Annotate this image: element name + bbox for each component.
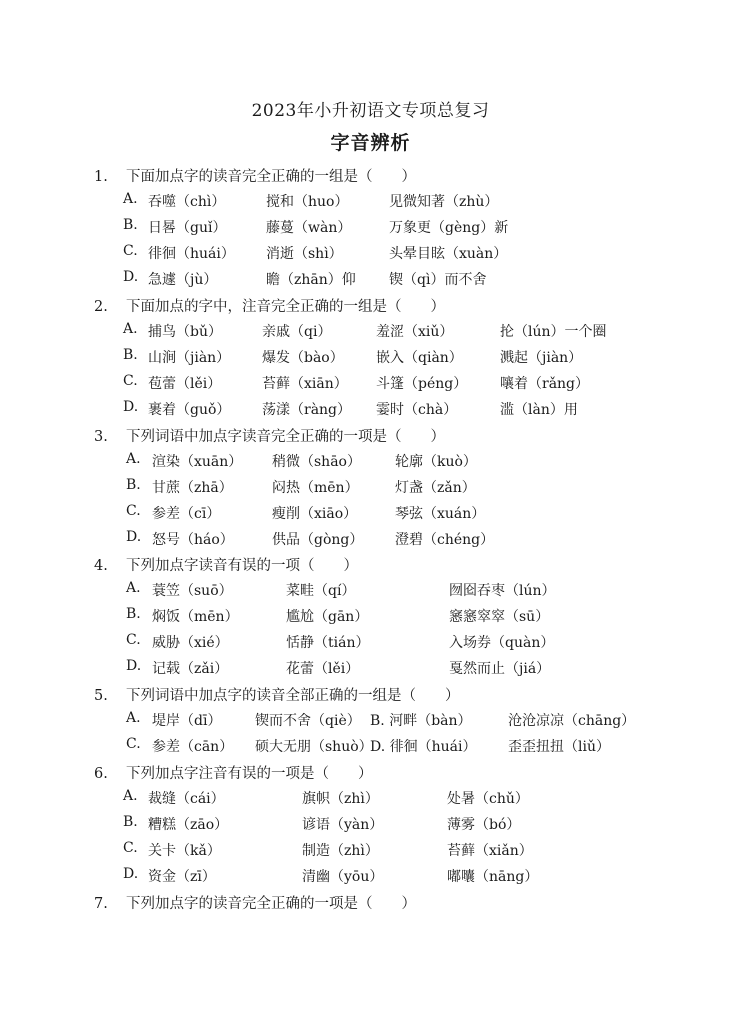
option-item: 谚语（yàn） — [302, 817, 384, 833]
option-item: 处暑（chǔ） — [447, 791, 529, 807]
option-label: C. — [126, 503, 141, 519]
question-stem — [94, 554, 358, 575]
question-number: 4. — [94, 558, 108, 574]
option-label: A. — [123, 191, 138, 207]
option-item: 苔藓（xiǎn） — [447, 843, 533, 859]
document-subtitle: 字音辨析 — [330, 132, 411, 154]
option-label: D. — [123, 399, 139, 415]
option-item: D. 徘徊（huái） — [370, 739, 477, 755]
option-label: B. — [123, 814, 138, 830]
option-item: 锲而不舍（qiè） — [255, 713, 361, 729]
option-item: 苞蕾（lěi） — [148, 376, 222, 392]
option-item: 记载（zǎi） — [152, 661, 229, 677]
question-text: 下列加点字注音有误的一项是（ ） — [126, 766, 373, 782]
option-item: 霎时（chà） — [376, 402, 458, 418]
question-text: 下列加点字的读音完全正确的一项是（ ） — [126, 896, 416, 912]
question-number: 3. — [94, 429, 108, 445]
option-item: 稍微（shāo） — [272, 454, 361, 470]
option-item: 蓑笠（suō） — [152, 583, 233, 599]
option-item: 消逝（shì） — [266, 246, 343, 262]
option-item: 日晷（guǐ） — [148, 220, 227, 236]
option-item: 甘蔗（zhā） — [152, 480, 233, 496]
question-stem — [94, 762, 373, 783]
option-item: 硕大无朋（shuò） — [255, 739, 373, 755]
option-label: A. — [123, 788, 138, 804]
option-item: 尴尬（gān） — [286, 609, 369, 625]
option-item: 裹着（guǒ） — [148, 402, 231, 418]
option-item: 堤岸（dī） — [152, 713, 222, 729]
option-item: 制造（zhì） — [302, 843, 379, 859]
option-item: 闷热（mēn） — [272, 480, 359, 496]
option-item: 嚷着（rǎng） — [500, 376, 590, 392]
document-title: 2023年小升初语文专项总复习 — [251, 101, 490, 121]
option-item: 滥（làn）用 — [500, 402, 578, 418]
option-item: 焖饭（mēn） — [152, 609, 239, 625]
option-label: D. — [123, 866, 139, 882]
question-number: 1. — [94, 169, 108, 185]
option-item: 戛然而止（jiá） — [449, 661, 551, 677]
question-text: 下列加点字读音有误的一项（ ） — [126, 558, 358, 574]
question-number: 2. — [94, 299, 108, 315]
option-item: 怒号（háo） — [152, 532, 234, 548]
option-item: 参差（cān） — [152, 739, 234, 755]
option-item: 澄碧（chéng） — [395, 532, 495, 548]
option-item: 入场券（quàn） — [449, 635, 555, 651]
option-item: 歪歪扭扭（liǔ） — [508, 739, 610, 755]
option-item: 关卡（kǎ） — [148, 843, 221, 859]
option-item: 清幽（yōu） — [302, 869, 384, 885]
option-item: 溅起（jiàn） — [500, 350, 583, 366]
option-item: 供品（gòng） — [272, 532, 364, 548]
option-label: A. — [126, 710, 141, 726]
question-number: 6. — [94, 766, 108, 782]
option-item: 头晕目眩（xuàn） — [389, 246, 508, 262]
question-text: 下面加点字的读音完全正确的一组是（ ） — [126, 169, 416, 185]
option-item: 花蕾（lěi） — [286, 661, 360, 677]
option-item: 瘦削（xiāo） — [272, 506, 358, 522]
option-item: 苔藓（xiān） — [262, 376, 348, 392]
question-stem — [94, 684, 460, 705]
option-item: 捕鸟（bǔ） — [148, 324, 222, 340]
option-item: 抡（lún）一个圈 — [500, 324, 607, 340]
option-item: 裁缝（cái） — [148, 791, 225, 807]
option-item: 搅和（huo） — [266, 194, 349, 210]
option-item: 渲染（xuān） — [152, 454, 243, 470]
question-text: 下列词语中加点字读音完全正确的一项是（ ） — [126, 429, 445, 445]
option-label: C. — [123, 373, 138, 389]
option-item: 见微知著（zhù） — [389, 194, 499, 210]
option-item: 急遽（jù） — [148, 272, 218, 288]
option-label: C. — [123, 243, 138, 259]
option-item: 薄雾（bó） — [447, 817, 521, 833]
option-item: 琴弦（xuán） — [395, 506, 486, 522]
option-label: B. — [126, 477, 141, 493]
question-stem — [94, 892, 416, 913]
question-stem — [94, 165, 416, 186]
option-item: 糟糕（zāo） — [148, 817, 229, 833]
option-label: A. — [126, 580, 141, 596]
option-item: 斗篷（péng） — [376, 376, 468, 392]
option-item: 锲（qì）而不舍 — [389, 272, 487, 288]
option-item: 瞻（zhān）仰 — [266, 272, 356, 288]
option-label: C. — [126, 632, 141, 648]
option-label: B. — [123, 217, 138, 233]
option-item: 灯盏（zǎn） — [395, 480, 476, 496]
option-item: 轮廓（kuò） — [395, 454, 477, 470]
option-item: 吞噬（chì） — [148, 194, 226, 210]
option-item: 亲戚（qi） — [262, 324, 332, 340]
option-item: 徘徊（huái） — [148, 246, 235, 262]
option-item: B. 河畔（bàn） — [370, 713, 472, 729]
option-item: 旗帜（zhì） — [302, 791, 379, 807]
question-stem — [94, 425, 445, 446]
option-item: 羞涩（xiǔ） — [376, 324, 454, 340]
option-label: B. — [126, 606, 141, 622]
option-label: D. — [126, 658, 142, 674]
option-item: 威胁（xié） — [152, 635, 229, 651]
option-label: C. — [126, 736, 141, 752]
option-item: 恬静（tián） — [286, 635, 370, 651]
option-label: C. — [123, 840, 138, 856]
option-item: 参差（cī） — [152, 506, 221, 522]
option-item: 资金（zī） — [148, 869, 216, 885]
option-item: 藤蔓（wàn） — [266, 220, 352, 236]
option-item: 囫囵吞枣（lún） — [449, 583, 556, 599]
option-item: 嘟囔（nāng） — [447, 869, 539, 885]
option-item: 菜畦（qí） — [286, 583, 356, 599]
option-label: D. — [123, 269, 139, 285]
question-number: 5. — [94, 688, 108, 704]
option-item: 山涧（jiàn） — [148, 350, 231, 366]
option-label: D. — [126, 529, 142, 545]
option-item: 爆发（bào） — [262, 350, 344, 366]
option-item: 嵌入（qiàn） — [376, 350, 463, 366]
question-number: 7. — [94, 896, 108, 912]
option-item: 万象更（gèng）新 — [389, 220, 509, 236]
option-label: A. — [126, 451, 141, 467]
option-item: 沧沧凉凉（chāng） — [508, 713, 636, 729]
question-text: 下面加点的字中，注音完全正确的一组是（ ） — [126, 299, 445, 315]
option-label: A. — [123, 321, 138, 337]
option-item: 荡漾（ràng） — [262, 402, 352, 418]
option-label: B. — [123, 347, 138, 363]
question-text: 下列词语中加点字的读音全部正确的一组是（ ） — [126, 688, 460, 704]
option-item: 窸窸窣窣（sū） — [449, 609, 550, 625]
question-stem — [94, 295, 445, 316]
